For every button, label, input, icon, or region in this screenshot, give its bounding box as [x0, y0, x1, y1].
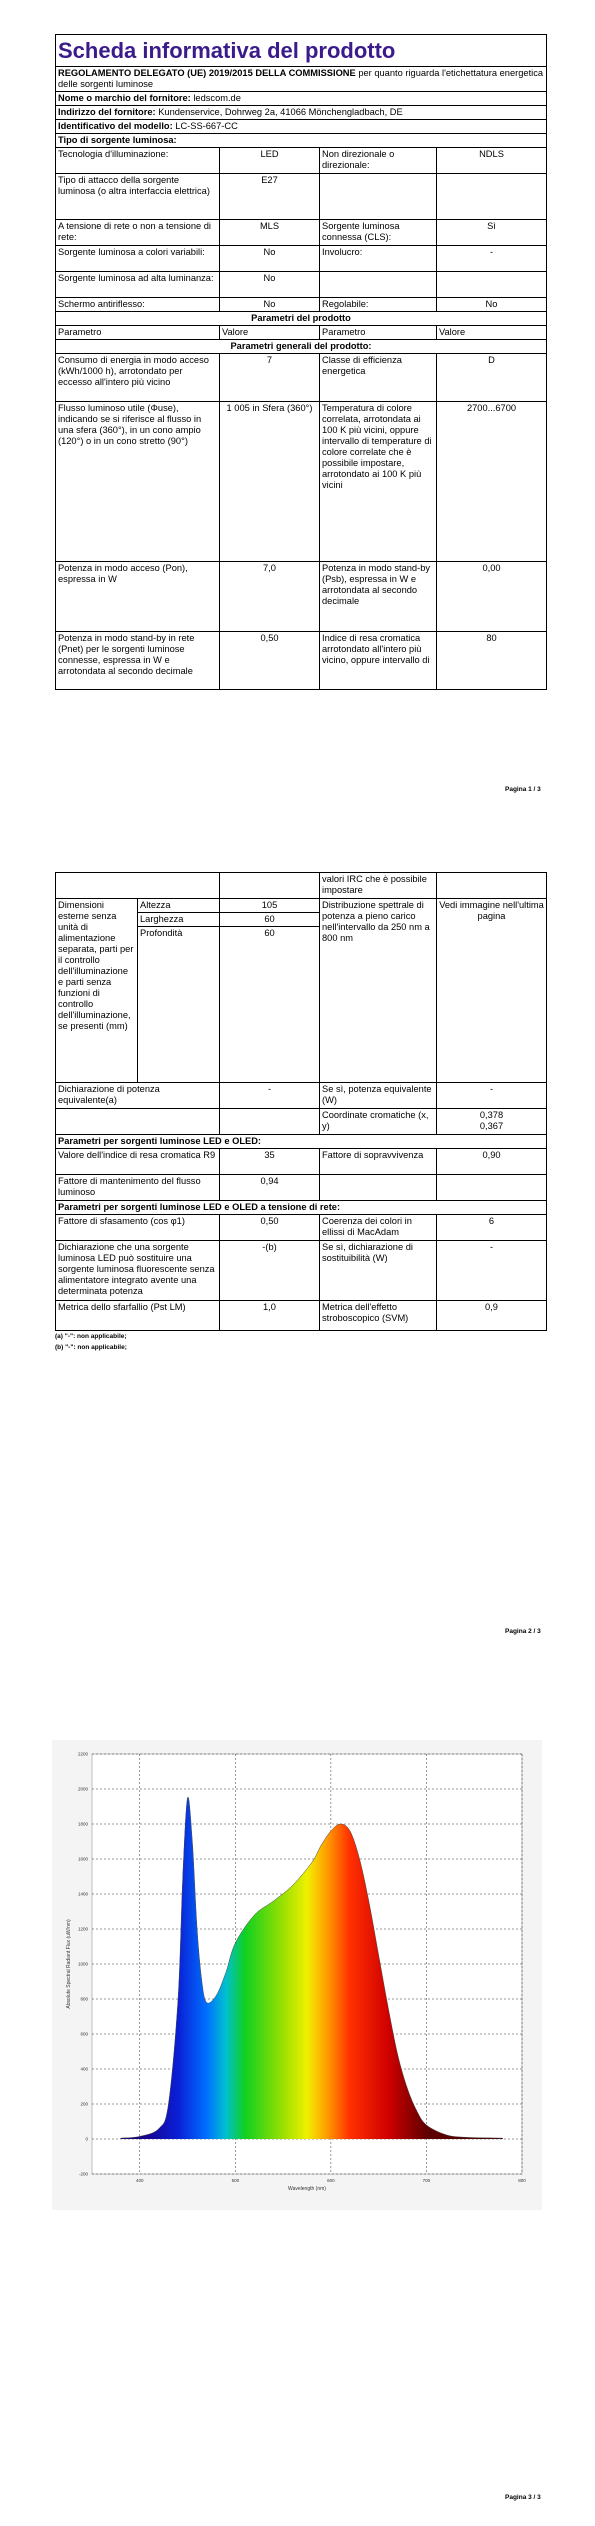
y-tick-label: 800: [80, 1996, 88, 2002]
led-header: Parametri per sorgenti luminose LED e OLED:: [56, 1135, 547, 1149]
y-axis-label: Absolute Spectral Radiant Flux (uW/nm): [66, 1919, 72, 2009]
glare-label: Schermo antiriflesso:: [56, 298, 220, 312]
survival-value: 0,90: [437, 1149, 547, 1175]
y-tick-label: 2200: [77, 1751, 88, 1757]
equiv-w-label: Se sì, potenza equivalente (W): [320, 1083, 437, 1109]
x-axis-label: Wavelength (nm): [288, 2186, 326, 2192]
spectrum-svg: [52, 1740, 542, 2210]
fluo-label: Dichiarazione che una sorgente luminosa LED può sostituire una sorgente luminosa fluorescente senza alimentatore integrato avente una determinata potenza: [56, 1241, 220, 1301]
page-number: Pagina 3 / 3: [505, 2494, 541, 2501]
flicker-value: 1,0: [220, 1301, 320, 1331]
cri-label: Indice di resa cromatica arrotondato all'intero più vicino, oppure intervallo di: [320, 632, 437, 690]
height-value: 105: [220, 899, 320, 913]
empty-cell: [320, 1175, 437, 1201]
equiv-w-value: -: [437, 1083, 547, 1109]
footnote-b: (b) "-": non applicabile;: [55, 1344, 127, 1351]
equiv-value: -: [220, 1083, 320, 1109]
footnote-a: (a) "-": non applicabile;: [55, 1333, 127, 1340]
strobo-label: Metrica dell'effetto stroboscopico (SVM): [320, 1301, 437, 1331]
y-tick-label: 1000: [77, 1961, 88, 1967]
glare-value: No: [220, 298, 320, 312]
eff-class-value: D: [437, 354, 547, 402]
x-tick-label: 500: [231, 2178, 240, 2183]
empty-cell: [320, 174, 437, 220]
empty-cell: [220, 873, 320, 899]
spd-label: Distribuzione spettrale di potenza a pieno carico nell'intervallo da 250 nm a 800 nm: [320, 899, 437, 1083]
mains-label: A tensione di rete o non a tensione di rete:: [56, 220, 220, 246]
maint-value: 0,94: [220, 1175, 320, 1201]
y-tick-label: 1200: [77, 1926, 88, 1932]
general-header: Parametri generali del prodotto:: [56, 340, 547, 354]
x-tick-label: 700: [422, 2178, 431, 2183]
spd-value: Vedi immagine nell'ultima pagina: [437, 899, 547, 1083]
r9-label: Valore dell'indice di resa cromatica R9: [56, 1149, 220, 1175]
survival-label: Fattore di sopravvivenza: [320, 1149, 437, 1175]
document-title: Scheda informativa del prodotto: [56, 35, 547, 67]
regulation-reference: REGOLAMENTO DELEGATO (UE) 2019/2015 DELLA COMMISSIONE per quanto riguarda l'etichettatura energetica delle sorgenti luminose: [56, 67, 547, 92]
macadam-label: Coerenza dei colori in ellissi di MacAdam: [320, 1215, 437, 1241]
standby-label: Potenza in modo stand-by (Psb), espressa in W e arrotondata al secondo decimale: [320, 562, 437, 632]
envelope-label: Involucro:: [320, 246, 437, 272]
dims-label: Dimensioni esterne senza unità di alimentazione separata, parti per il controllo dell'illuminazione e parti senza funzioni di controllo dell'illuminazione, se presenti (mm): [56, 899, 138, 1083]
cct-value: 2700...6700: [437, 402, 547, 562]
high-lum-label: Sorgente luminosa ad alta luminanza:: [56, 272, 220, 298]
params-header: Parametri del prodotto: [56, 312, 547, 326]
eff-class-label: Classe di efficienza energetica: [320, 354, 437, 402]
y-tick-label: 600: [80, 2031, 88, 2037]
depth-value: 60: [220, 927, 320, 1083]
cap-label: Tipo di attacco della sorgente luminosa (o altra interfaccia elettrica): [56, 174, 220, 220]
led-mains-header: Parametri per sorgenti luminose LED e OLED a tensione di rete:: [56, 1201, 547, 1215]
energy-label: Consumo di energia in modo acceso (kWh/1000 h), arrotondato per eccesso all'intero più vicino: [56, 354, 220, 402]
width-value: 60: [220, 913, 320, 927]
pf-value: 0,50: [220, 1215, 320, 1241]
energy-value: 7: [220, 354, 320, 402]
y-tick-label: 1800: [77, 1821, 88, 1827]
connected-label: Sorgente luminosa connessa (CLS):: [320, 220, 437, 246]
dimmable-label: Regolabile:: [320, 298, 437, 312]
depth-label: Profondità: [138, 927, 220, 1083]
tech-label: Tecnologia d'illuminazione:: [56, 148, 220, 174]
y-tick-label: -200: [78, 2171, 88, 2177]
y-tick-label: 1400: [77, 1891, 88, 1897]
cct-label: Temperatura di colore correlata, arrotondata ai 100 K più vicini, oppure intervallo di temperature di colore correlate che è possibile impostare, arrotondato ai 100 K più vicini: [320, 402, 437, 562]
empty-cell: [56, 873, 220, 899]
flux-label: Flusso luminoso utile (Φuse), indicando se si riferisce al flusso in una sfera (360°), in un cono ampio (120°) o in un cono stretto (90°): [56, 402, 220, 562]
y-tick-label: 200: [80, 2101, 88, 2107]
cri-label-cont: valori IRC che è possibile impostare: [320, 873, 437, 899]
flicker-label: Metrica dello sfarfallio (Pst LM): [56, 1301, 220, 1331]
fluo-value: -(b): [220, 1241, 320, 1301]
empty-cell: [437, 272, 547, 298]
colour-label: Sorgente luminosa a colori variabili:: [56, 246, 220, 272]
tech-value: LED: [220, 148, 320, 174]
high-lum-value: No: [220, 272, 320, 298]
spectral-distribution-chart: [52, 1740, 542, 2210]
flux-value: 1 005 in Sfera (360°): [220, 402, 320, 562]
product-params-table-continued: [55, 872, 547, 1331]
fluo-w-value: -: [437, 1241, 547, 1301]
maint-label: Fattore di mantenimento del flusso luminoso: [56, 1175, 220, 1201]
type-header: Tipo di sorgente luminosa:: [56, 134, 547, 148]
empty-cell: [320, 272, 437, 298]
power-on-label: Potenza in modo acceso (Pon), espressa in W: [56, 562, 220, 632]
connected-value: Sì: [437, 220, 547, 246]
address-row: Indirizzo del fornitore: Kundenservice, Dohrweg 2a, 41066 Mönchengladbach, DE: [56, 106, 547, 120]
col-value-1: Valore: [220, 326, 320, 340]
y-tick-label: 2000: [77, 1786, 88, 1792]
net-standby-value: 0,50: [220, 632, 320, 690]
y-tick-label: 400: [80, 2066, 88, 2072]
fluo-w-label: Se sì, dichiarazione di sostituibilità (W): [320, 1241, 437, 1301]
page-number: Pagina 1 / 3: [505, 786, 541, 793]
envelope-value: -: [437, 246, 547, 272]
net-standby-label: Potenza in modo stand-by in rete (Pnet) per le sorgenti luminose connesse, espressa in W e arrotondata al secondo decimale: [56, 632, 220, 690]
model-row: Identificativo del modello: LC-SS-667-CC: [56, 120, 547, 134]
col-param-1: Parametro: [56, 326, 220, 340]
strobo-value: 0,9: [437, 1301, 547, 1331]
x-tick-label: 600: [327, 2178, 335, 2183]
y-tick-label: 0: [85, 2136, 88, 2142]
equiv-label: Dichiarazione di potenza equivalente(a): [56, 1083, 220, 1109]
x-tick-label: 400: [136, 2178, 144, 2183]
chroma-value: 0,378 0,367: [437, 1109, 547, 1135]
width-label: Larghezza: [138, 913, 220, 927]
col-param-2: Parametro: [320, 326, 437, 340]
standby-value: 0,00: [437, 562, 547, 632]
r9-value: 35: [220, 1149, 320, 1175]
empty-cell: [437, 1175, 547, 1201]
cri-value: 80: [437, 632, 547, 690]
cap-value: E27: [220, 174, 320, 220]
y-tick-label: 1600: [77, 1856, 88, 1862]
height-label: Altezza: [138, 899, 220, 913]
col-value-2: Valore: [437, 326, 547, 340]
empty-cell: [437, 174, 547, 220]
empty-cell: [437, 873, 547, 899]
macadam-value: 6: [437, 1215, 547, 1241]
page-number: Pagina 2 / 3: [505, 1628, 541, 1635]
empty-cell: [220, 1109, 320, 1135]
chroma-label: Coordinate cromatiche (x, y): [320, 1109, 437, 1135]
power-on-value: 7,0: [220, 562, 320, 632]
mains-value: MLS: [220, 220, 320, 246]
directional-label: Non direzionale o direzionale:: [320, 148, 437, 174]
x-tick-label: 800: [518, 2178, 526, 2183]
directional-value: NDLS: [437, 148, 547, 174]
supplier-row: Nome o marchio del fornitore: ledscom.de: [56, 92, 547, 106]
pf-label: Fattore di sfasamento (cos φ1): [56, 1215, 220, 1241]
dimmable-value: No: [437, 298, 547, 312]
colour-value: No: [220, 246, 320, 272]
empty-cell: [56, 1109, 220, 1135]
product-info-table: [55, 34, 547, 690]
